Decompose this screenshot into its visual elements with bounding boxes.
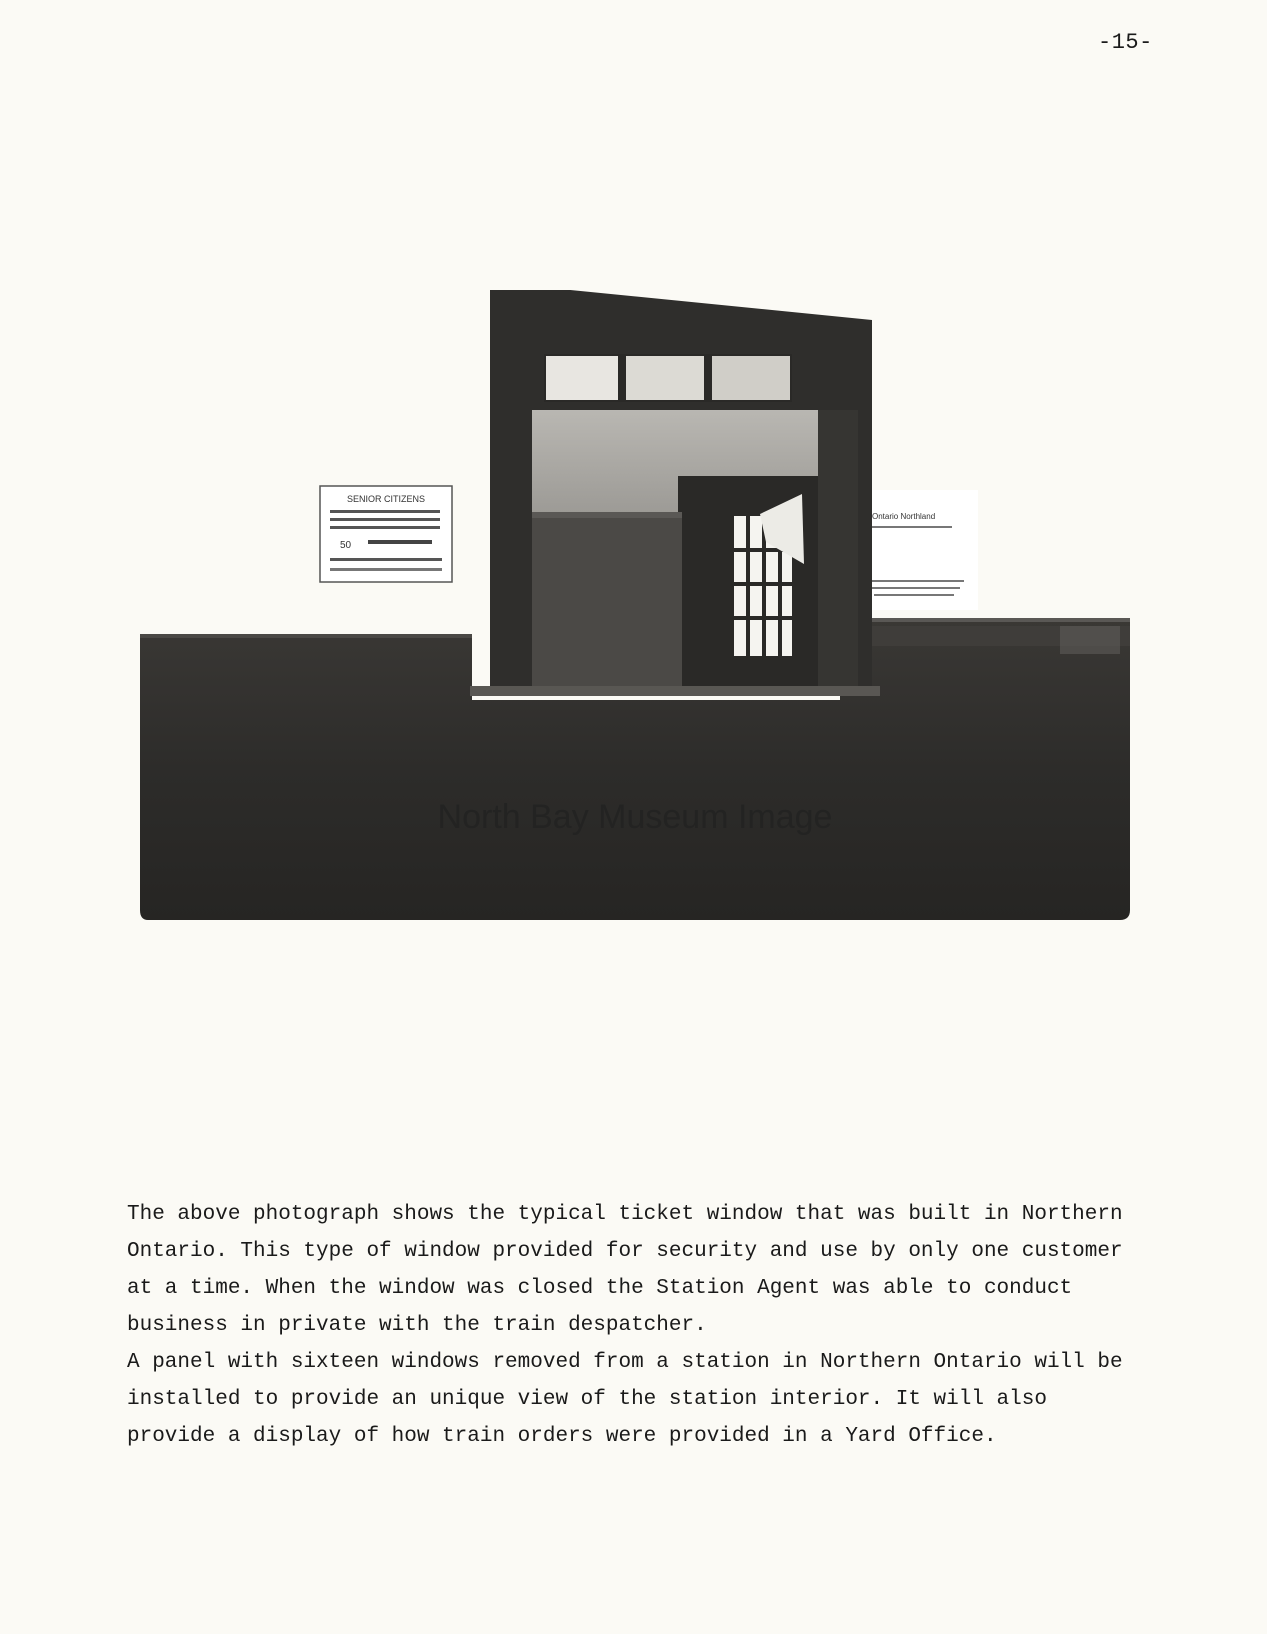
ontario-northland-sign — [858, 490, 978, 610]
paragraph: The above photograph shows the typical ticket window that was built in Northern Ontario. This type of window provided for security and use by only one customer at a time. When the window was closed the Station Agent was able to conduct business in private with the train despatcher. — [127, 1203, 1123, 1337]
sign-heading: Ontario Northland — [872, 512, 936, 521]
page-number: -15- — [1098, 30, 1153, 55]
ticket-window-frame — [470, 290, 880, 696]
watermark: North Bay Museum Image — [437, 798, 833, 836]
body-text — [127, 1196, 1147, 1455]
photo-illustration — [140, 290, 1130, 960]
sign-number: 50 — [340, 540, 352, 551]
paragraph: A panel with sixteen windows removed from a station in Northern Ontario will be installed to provide an unique view of the station interior. It will also provide a display of how train orders were provided in a Yard Office. — [127, 1351, 1123, 1448]
sign-heading: SENIOR CITIZENS — [346, 494, 426, 504]
ticket-window-photograph — [140, 290, 1130, 960]
senior-citizens-sign — [320, 486, 452, 582]
